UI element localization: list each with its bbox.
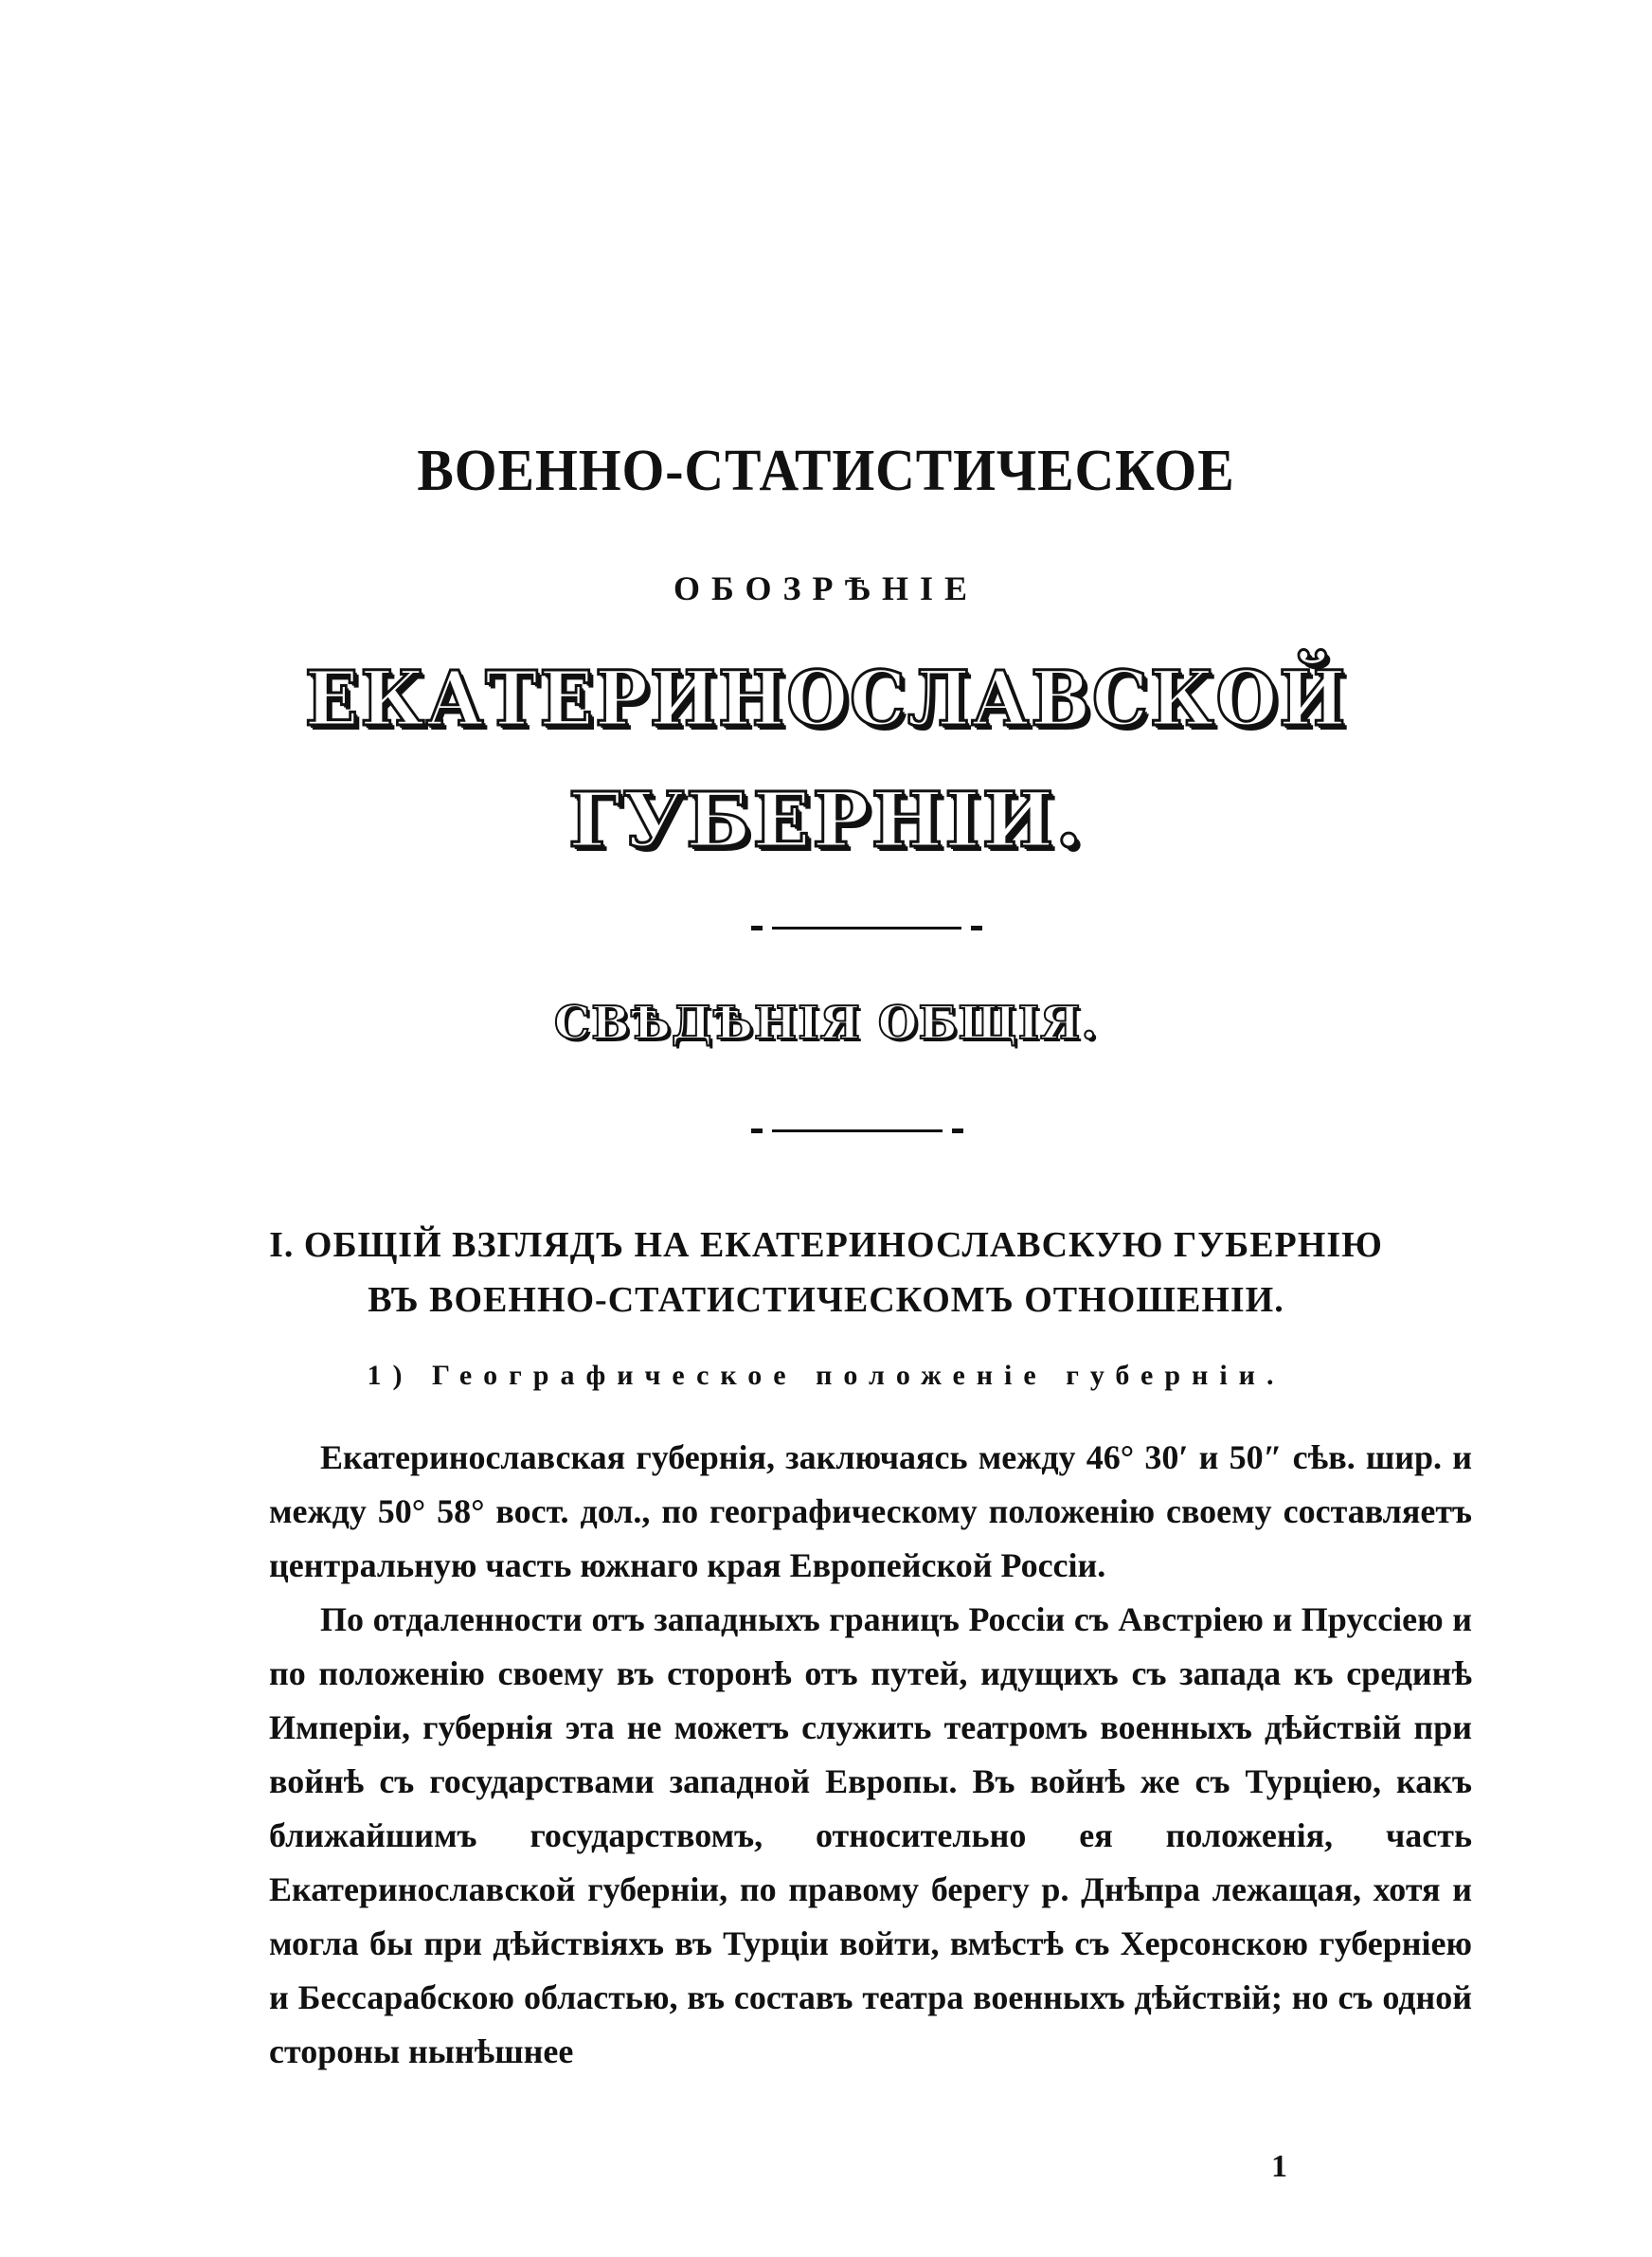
page-number: 1 [1271,2149,1287,2184]
title-line-3: ЕКАТЕРИНОСЛАВСКОЙ [304,654,1348,743]
divider-rule-bottom [772,1129,943,1132]
chapter-heading-line-2: ВЪ ВОЕННО-СТАТИСТИЧЕСКОМЪ ОТНОШЕНІИ. [368,1280,1284,1320]
paragraph-1: Екатеринославская губернія, заключаясь между 46° 30′ и 50″ сѣв. шир. и между 50° 58° вост. дол., по географическому положенію своему составляетъ центральную часть южнаго края Европейской Россіи. [269,1438,1472,1584]
body-text [269,1431,1472,2079]
chapter-heading-line-1: I. ОБЩІЙ ВЗГЛЯДЪ НА ЕКАТЕРИНОСЛАВСКУЮ ГУБЕРНІЮ [269,1225,1383,1265]
title-line-1: ВОЕННО-СТАТИСТИЧЕСКОЕ [417,439,1235,503]
divider-rule-top [772,927,961,930]
paragraph-2: По отдаленности отъ западныхъ границъ Россіи съ Австріею и Пруссіею и по положенію своему въ сторонѣ отъ путей, идущихъ съ запада къ срединѣ Имперіи, губернія эта не можетъ служить театромъ военныхъ дѣйствій при войнѣ съ государствами западной Европы. Въ войнѣ же съ Турціею, какъ ближайшимъ государствомъ, относительно ея положенія, часть Екатеринославской губерніи, по правому берегу р. Днѣпра лежащая, хотя и могла бы при дѣйствіяхъ въ Турціи войти, вмѣстѣ съ Херсонскою губерніею и Бессарабскою областью, въ составъ театра военныхъ дѣйствій; но съ одной стороны нынѣшнее [269,1600,1472,2070]
title-line-4: ГУБЕРНІИ. [567,775,1085,864]
title-line-2: ОБОЗРѢНІЕ [673,569,979,607]
subsection-heading: 1) Географическое положеніе губерніи. [367,1360,1285,1391]
section-heading: СВѢДѢНІЯ ОБЩІЯ. [553,997,1099,1050]
